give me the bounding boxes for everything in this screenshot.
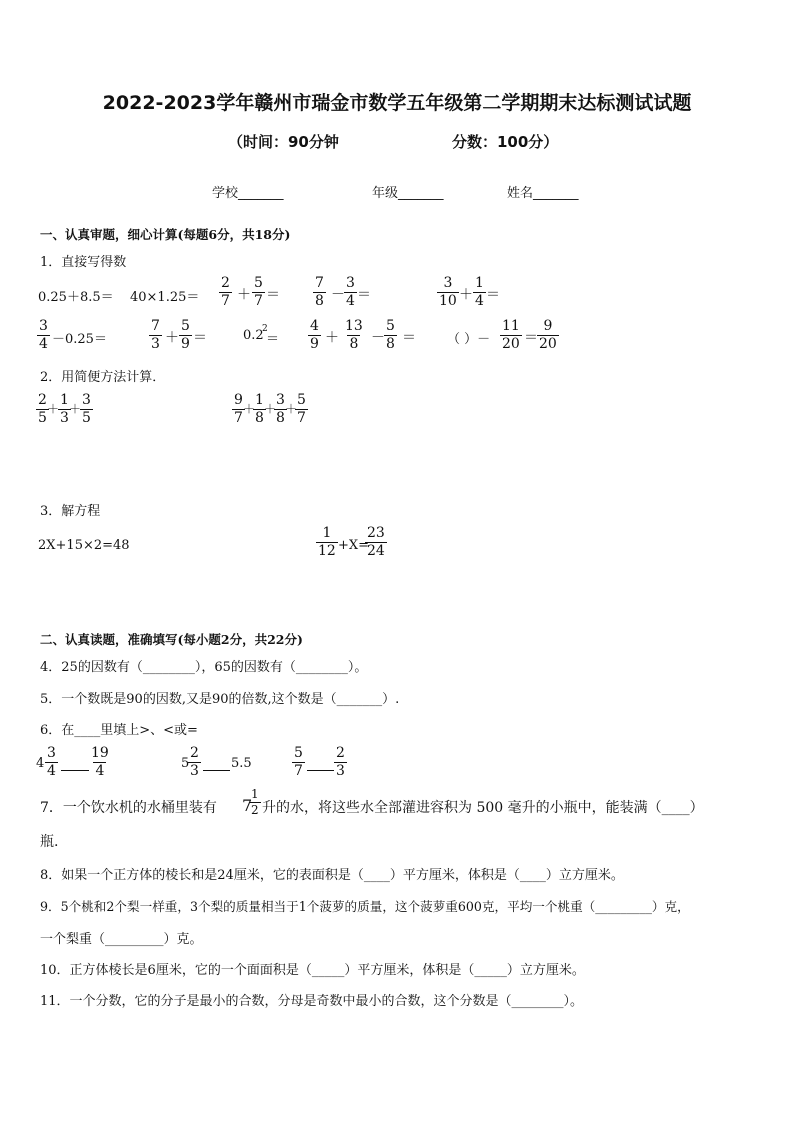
fraction-3-5: $\frac{3}{5}$: [82, 392, 91, 426]
compare-value: 5.5: [231, 756, 252, 771]
operator: －: [331, 287, 345, 303]
fraction-4-9: $\frac{4}{9}$: [310, 318, 319, 352]
question-11: 11．一个分数，它的分子是最小的合数，分母是奇数中最小的合数，这个分数是（________）。: [40, 994, 584, 1009]
operator: ＋: [69, 402, 82, 416]
operator: ＋: [264, 402, 277, 416]
equals-sign: ＝: [266, 332, 280, 347]
name-field: 姓名_______: [507, 186, 579, 201]
mixed-whole: 4: [36, 756, 45, 771]
fraction-3-10: $\frac{3}{10}$: [439, 275, 457, 309]
question-7-end: 升的水，将这些水全部灌进容积为 500 毫升的小瓶中，能装满（____）: [262, 800, 704, 816]
question-5: 5．一个数既是90的因数,又是90的倍数,这个数是（_______）.: [40, 692, 400, 707]
fraction-2-5: $\frac{2}{5}$: [38, 392, 47, 426]
grade-field: 年级_______: [372, 186, 444, 201]
equals-sign: ＝: [266, 287, 280, 303]
fraction-9-20: $\frac{9}{20}$: [539, 318, 557, 352]
fraction-1-12: $\frac{1}{12}$: [318, 525, 336, 559]
equals-sign: ＝: [524, 330, 538, 346]
fraction-5-8: $\frac{5}{8}$: [386, 318, 395, 352]
equals-sign: ＝: [402, 330, 416, 346]
section-one-heading: 一、认真审题，细心计算(每题6分，共18分): [40, 227, 291, 242]
equation-2-middle: +X=: [338, 538, 370, 553]
square-base: 0.2: [243, 328, 264, 343]
compare-blank: [203, 757, 230, 771]
square-exponent: 2: [262, 324, 268, 334]
question-3-label: 3．解方程: [40, 504, 101, 519]
fraction-5-7: $\frac{5}{7}$: [294, 745, 303, 779]
operator: ＋: [325, 330, 339, 346]
compare-blank: [61, 757, 89, 771]
fraction-3-4: $\frac{3}{4}$: [346, 275, 355, 309]
question-1-label: 1．直接写得数: [40, 255, 127, 270]
equation-1: 2X+15×2=48: [38, 538, 130, 553]
school-field: 学校_______: [212, 186, 284, 201]
fraction-1-2: $\frac{1}{2}$: [251, 787, 259, 817]
operator: ＋: [47, 402, 60, 416]
fraction-3-4: $\frac{3}{4}$: [39, 318, 48, 352]
operator: －: [371, 330, 385, 346]
operator: ＋: [237, 287, 251, 303]
section-two-heading: 二、认真读题，准确填写(每小题2分，共22分): [40, 632, 303, 647]
fraction-3-8: $\frac{3}{8}$: [276, 392, 285, 426]
blank-parentheses: （ ）－: [447, 332, 491, 347]
compare-blank: [307, 757, 334, 771]
question-7-start: 7．一个饮水机的水桶里装有: [40, 800, 217, 816]
question-10: 10．正方体棱长是6厘米，它的一个面面积是（_____）平方厘米，体积是（_____）立方厘米。: [40, 963, 585, 978]
fraction-23-24: $\frac{23}{24}$: [367, 525, 385, 559]
fraction-5-9: $\frac{5}{9}$: [181, 318, 190, 352]
equals-sign: ＝: [193, 330, 207, 346]
page-title: 2022-2023学年赣州市瑞金市数学五年级第二学期期末达标测试试题: [102, 92, 692, 114]
fraction-7-8: $\frac{7}{8}$: [315, 275, 324, 309]
exam-time: （时间：90分钟: [228, 133, 339, 151]
fraction-1-4: $\frac{1}{4}$: [475, 275, 484, 309]
question-7-line2: 瓶.: [40, 834, 59, 850]
fraction-11-20: $\frac{11}{20}$: [502, 318, 520, 352]
fraction-2-3: $\frac{2}{3}$: [336, 745, 345, 779]
question-6-label: 6．在____里填上>、<或=: [40, 723, 198, 738]
question-8: 8．如果一个正方体的棱长和是24厘米，它的表面积是（____）平方厘米，体积是（____）立方厘米。: [40, 868, 624, 883]
mixed-whole: 5: [181, 756, 190, 771]
fraction-2-7: $\frac{2}{7}$: [221, 275, 230, 309]
fraction-19-4: $\frac{19}{4}$: [91, 745, 109, 779]
calc-40-times-1-25: 40×1.25＝: [130, 290, 200, 305]
question-2-label: 2．用简便方法计算．: [40, 370, 166, 385]
exam-score: 分数：100分）: [452, 133, 559, 151]
fraction-13-8: $\frac{13}{8}$: [345, 318, 363, 352]
question-9-line1: 9．5个桃和2个梨一样重，3个梨的质量相当于1个菠萝的质量，这个菠萝重600克，平均一个桃重（_________）克，: [40, 899, 690, 914]
fraction-2-3: $\frac{2}{3}$: [190, 745, 199, 779]
fraction-5-7: $\frac{5}{7}$: [254, 275, 263, 309]
fraction-7-3: $\frac{7}{3}$: [151, 318, 160, 352]
operator: ＋: [285, 402, 298, 416]
operator: ＋: [165, 330, 179, 346]
fraction-5-7: $\frac{5}{7}$: [297, 392, 306, 426]
question-9-line2: 一个梨重（_________）克。: [40, 932, 203, 947]
fraction-3-4: $\frac{3}{4}$: [47, 745, 56, 779]
calc-0-25-plus-8-5: 0.25＋8.5＝: [38, 290, 114, 305]
mixed-whole: 7: [242, 796, 253, 815]
minus-0-25: －0.25＝: [52, 332, 107, 347]
equals-sign: ＝: [357, 287, 371, 303]
operator: ＋: [243, 402, 256, 416]
fraction-1-3: $\frac{1}{3}$: [60, 392, 69, 426]
question-4: 4．25的因数有（________），65的因数有（________）。: [40, 660, 368, 675]
operator: ＋: [459, 287, 473, 303]
fraction-1-8: $\frac{1}{8}$: [255, 392, 264, 426]
equals-sign: ＝: [486, 287, 500, 303]
fraction-9-7: $\frac{9}{7}$: [234, 392, 243, 426]
